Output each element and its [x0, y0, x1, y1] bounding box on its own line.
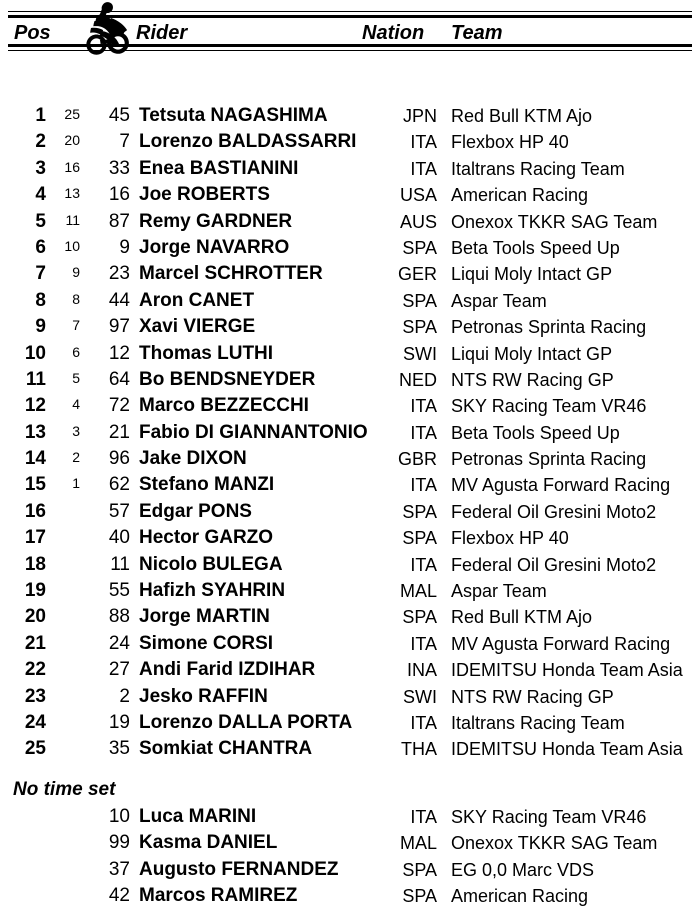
row-points: 1 — [72, 475, 80, 492]
table-row[interactable] — [0, 211, 700, 237]
row-team: Italtrans Racing Team — [451, 712, 625, 733]
row-nation: ITA — [410, 554, 437, 575]
table-row[interactable] — [0, 859, 700, 885]
row-bike-number: 40 — [108, 527, 130, 549]
row-position: 7 — [35, 263, 46, 285]
row-rider-name: Jesko RAFFIN — [139, 685, 268, 707]
row-position: 5 — [35, 210, 46, 232]
row-nation: MAL — [399, 581, 437, 602]
row-bike-number: 37 — [108, 858, 130, 880]
row-nation: SPA — [402, 607, 437, 628]
row-bike-number: 9 — [119, 236, 130, 258]
row-nation: MAL — [399, 833, 437, 854]
row-rider-name: Aron CANET — [139, 289, 255, 311]
row-points: 11 — [65, 211, 80, 228]
row-bike-number: 21 — [108, 421, 130, 443]
row-position: 14 — [24, 448, 46, 470]
table-row[interactable] — [0, 606, 700, 632]
row-bike-number: 44 — [108, 289, 130, 311]
row-nation: AUS — [399, 211, 437, 232]
row-nation: GBR — [397, 449, 437, 470]
row-rider-name: Edgar PONS — [139, 500, 252, 522]
row-rider-name: Simone CORSI — [139, 632, 274, 654]
row-rider-name: Augusto FERNANDEZ — [139, 858, 339, 880]
row-rider-name: Nicolo BULEGA — [139, 553, 283, 575]
row-position: 21 — [24, 632, 46, 654]
row-nation: INA — [406, 660, 437, 681]
row-bike-number: 24 — [108, 632, 130, 654]
row-points: 5 — [72, 369, 80, 386]
table-row[interactable] — [0, 448, 700, 474]
table-row[interactable] — [0, 343, 700, 369]
row-team: SKY Racing Team VR46 — [451, 807, 647, 827]
row-bike-number: 99 — [108, 832, 130, 854]
row-bike-number: 97 — [108, 316, 130, 338]
table-row[interactable] — [0, 580, 700, 606]
row-bike-number: 87 — [108, 210, 130, 232]
row-points: 8 — [72, 290, 80, 307]
row-rider-name: Jorge NAVARRO — [139, 236, 290, 258]
row-team: NTS RW Racing GP — [451, 369, 614, 390]
row-team: Onexox TKKR SAG Team — [451, 211, 658, 232]
row-team: IDEMITSU Honda Team Asia — [451, 660, 683, 681]
row-bike-number: 2 — [119, 685, 130, 707]
row-rider-name: Bo BENDSNEYDER — [139, 368, 316, 390]
row-position: 2 — [35, 131, 46, 153]
row-rider-name: Xavi VIERGE — [139, 316, 256, 338]
table-row[interactable] — [0, 659, 700, 685]
row-nation: USA — [399, 185, 437, 206]
header-rule-bottom-thin — [8, 50, 692, 51]
table-row[interactable] — [0, 316, 700, 342]
row-team: Red Bull KTM Ajo — [451, 106, 593, 126]
row-bike-number: 45 — [108, 105, 130, 126]
row-position: 22 — [24, 659, 46, 681]
row-team: NTS RW Racing GP — [451, 686, 614, 707]
row-rider-name: Andi Farid IZDIHAR — [139, 659, 316, 681]
table-row[interactable] — [0, 832, 700, 858]
row-rider-name: Stefano MANZI — [139, 474, 275, 496]
row-nation: ITA — [410, 475, 437, 496]
row-position: 8 — [35, 289, 46, 311]
row-nation: SPA — [402, 237, 437, 258]
row-nation: ITA — [410, 422, 437, 443]
row-bike-number: 23 — [108, 263, 130, 285]
column-header-rider: Rider — [136, 22, 188, 44]
row-points: 13 — [64, 185, 80, 202]
row-bike-number: 10 — [108, 806, 130, 827]
row-rider-name: Marcos RAMIREZ — [139, 885, 298, 907]
row-rider-name: Hafizh SYAHRIN — [139, 580, 286, 602]
table-row[interactable] — [0, 105, 700, 131]
table-row[interactable] — [0, 290, 700, 316]
row-bike-number: 19 — [108, 711, 130, 733]
table-row[interactable] — [0, 184, 700, 210]
row-nation: SWI — [403, 343, 437, 364]
table-row[interactable] — [0, 395, 700, 421]
row-team: Liqui Moly Intact GP — [451, 343, 613, 364]
row-team: Flexbox HP 40 — [451, 132, 569, 153]
row-rider-name: Luca MARINI — [139, 806, 257, 827]
row-position: 18 — [24, 553, 46, 575]
row-team: Liqui Moly Intact GP — [451, 264, 613, 285]
table-row[interactable] — [0, 263, 700, 289]
row-team: MV Agusta Forward Racing — [451, 475, 671, 496]
row-bike-number: 96 — [108, 448, 130, 470]
row-points: 10 — [64, 237, 80, 254]
no-time-set-heading: No time set — [13, 779, 116, 800]
row-rider-name: Jorge MARTIN — [139, 606, 270, 628]
row-rider-name: Joe ROBERTS — [139, 184, 270, 206]
row-points: 6 — [72, 343, 80, 360]
row-nation: NED — [398, 369, 437, 390]
row-team: Federal Oil Gresini Moto2 — [451, 554, 657, 575]
row-bike-number: 72 — [108, 395, 130, 417]
table-row[interactable] — [0, 501, 700, 527]
row-rider-name: Tetsuta NAGASHIMA — [139, 105, 328, 126]
table-row[interactable] — [0, 237, 700, 263]
row-nation: SPA — [402, 317, 437, 338]
row-position: 16 — [24, 500, 46, 522]
row-points: 4 — [72, 396, 80, 413]
row-team: Aspar Team — [451, 581, 547, 602]
row-nation: THA — [401, 739, 437, 760]
row-rider-name: Lorenzo DALLA PORTA — [139, 711, 353, 733]
row-team: Petronas Sprinta Racing — [451, 449, 647, 470]
table-row[interactable] — [0, 554, 700, 580]
row-rider-name: Lorenzo BALDASSARRI — [139, 131, 357, 153]
row-nation: GER — [397, 264, 437, 285]
row-points: 7 — [72, 317, 80, 334]
row-bike-number: 64 — [108, 368, 130, 390]
table-row[interactable] — [0, 686, 700, 712]
row-bike-number: 16 — [108, 184, 130, 206]
row-nation: SPA — [402, 290, 437, 311]
table-row[interactable] — [0, 158, 700, 184]
row-position: 1 — [35, 105, 46, 126]
row-team: IDEMITSU Honda Team Asia — [451, 739, 683, 760]
results-table-header — [0, 0, 700, 56]
row-team: Italtrans Racing Team — [451, 158, 625, 179]
row-bike-number: 88 — [108, 606, 130, 628]
row-position: 20 — [24, 606, 46, 628]
table-row[interactable] — [0, 131, 700, 157]
row-position: 17 — [24, 527, 46, 549]
row-bike-number: 7 — [119, 131, 130, 153]
row-rider-name: Marcel SCHROTTER — [139, 263, 323, 285]
row-rider-name: Marco BEZZECCHI — [139, 395, 309, 417]
column-header-nation: Nation — [362, 22, 425, 44]
row-position: 12 — [24, 395, 46, 417]
row-bike-number: 12 — [108, 342, 130, 364]
row-rider-name: Jake DIXON — [139, 448, 247, 470]
row-team: EG 0,0 Marc VDS — [451, 859, 595, 880]
row-position: 11 — [25, 368, 46, 390]
row-points: 16 — [64, 158, 80, 175]
row-position: 10 — [24, 342, 46, 364]
row-team: Onexox TKKR SAG Team — [451, 833, 658, 854]
row-nation: ITA — [410, 158, 437, 179]
row-nation: SPA — [402, 528, 437, 549]
table-row[interactable] — [0, 527, 700, 553]
row-team: Red Bull KTM Ajo — [451, 607, 593, 628]
row-bike-number: 33 — [108, 157, 130, 179]
row-position: 4 — [35, 184, 46, 206]
row-bike-number: 11 — [110, 553, 130, 575]
row-rider-name: Enea BASTIANINI — [139, 157, 299, 179]
row-nation: ITA — [410, 396, 437, 417]
row-team: MV Agusta Forward Racing — [451, 633, 671, 654]
row-nation: JPN — [402, 106, 437, 126]
row-nation: SPA — [402, 501, 437, 522]
row-bike-number: 27 — [108, 659, 130, 681]
row-rider-name: Remy GARDNER — [139, 210, 293, 232]
row-team: Beta Tools Speed Up — [451, 422, 620, 443]
row-position: 13 — [24, 421, 46, 443]
header-rule-bottom-thick — [8, 44, 692, 47]
row-position: 25 — [24, 738, 46, 760]
row-position: 3 — [35, 157, 46, 179]
row-team: Petronas Sprinta Racing — [451, 317, 647, 338]
row-rider-name: Thomas LUTHI — [139, 342, 274, 364]
row-nation: ITA — [410, 132, 437, 153]
row-position: 15 — [24, 474, 46, 496]
row-nation: SPA — [402, 859, 437, 880]
row-nation: ITA — [410, 807, 437, 827]
row-bike-number: 62 — [108, 474, 130, 496]
row-nation: ITA — [410, 633, 437, 654]
row-position: 24 — [24, 711, 46, 733]
row-position: 6 — [35, 236, 46, 258]
row-team: Aspar Team — [451, 290, 547, 311]
row-team: American Racing — [451, 185, 589, 206]
row-team: Flexbox HP 40 — [451, 528, 569, 549]
table-row[interactable] — [0, 633, 700, 659]
row-rider-name: Hector GARZO — [139, 527, 274, 549]
row-position: 19 — [24, 580, 46, 602]
column-header-team: Team — [451, 22, 503, 44]
row-bike-number: 35 — [108, 738, 130, 760]
row-points: 2 — [72, 449, 80, 466]
row-nation: ITA — [410, 712, 437, 733]
table-row[interactable] — [0, 422, 700, 448]
column-header-pos: Pos — [14, 22, 51, 44]
row-bike-number: 57 — [108, 500, 130, 522]
table-row[interactable] — [0, 806, 700, 832]
results-list — [0, 105, 700, 765]
table-row[interactable] — [0, 712, 700, 738]
row-bike-number: 55 — [108, 580, 130, 602]
row-position: 23 — [24, 685, 46, 707]
row-rider-name: Fabio DI GIANNANTONIO — [139, 421, 368, 443]
row-points: 25 — [64, 106, 80, 122]
row-rider-name: Somkiat CHANTRA — [139, 738, 313, 760]
no-time-set-list — [0, 806, 700, 912]
row-team: SKY Racing Team VR46 — [451, 396, 647, 417]
row-team: American Racing — [451, 886, 589, 907]
row-team: Beta Tools Speed Up — [451, 237, 620, 258]
row-rider-name: Kasma DANIEL — [139, 832, 278, 854]
table-row[interactable] — [0, 885, 700, 911]
row-nation: SWI — [403, 686, 437, 707]
row-points: 20 — [64, 132, 80, 149]
row-position: 9 — [35, 316, 46, 338]
table-row[interactable] — [0, 738, 700, 764]
row-nation: SPA — [402, 886, 437, 907]
motorcycle-rider-icon — [80, 1, 144, 57]
table-row[interactable] — [0, 474, 700, 500]
table-row[interactable] — [0, 369, 700, 395]
row-points: 9 — [72, 264, 80, 281]
row-points: 3 — [72, 422, 80, 439]
row-bike-number: 42 — [108, 885, 130, 907]
row-team: Federal Oil Gresini Moto2 — [451, 501, 657, 522]
